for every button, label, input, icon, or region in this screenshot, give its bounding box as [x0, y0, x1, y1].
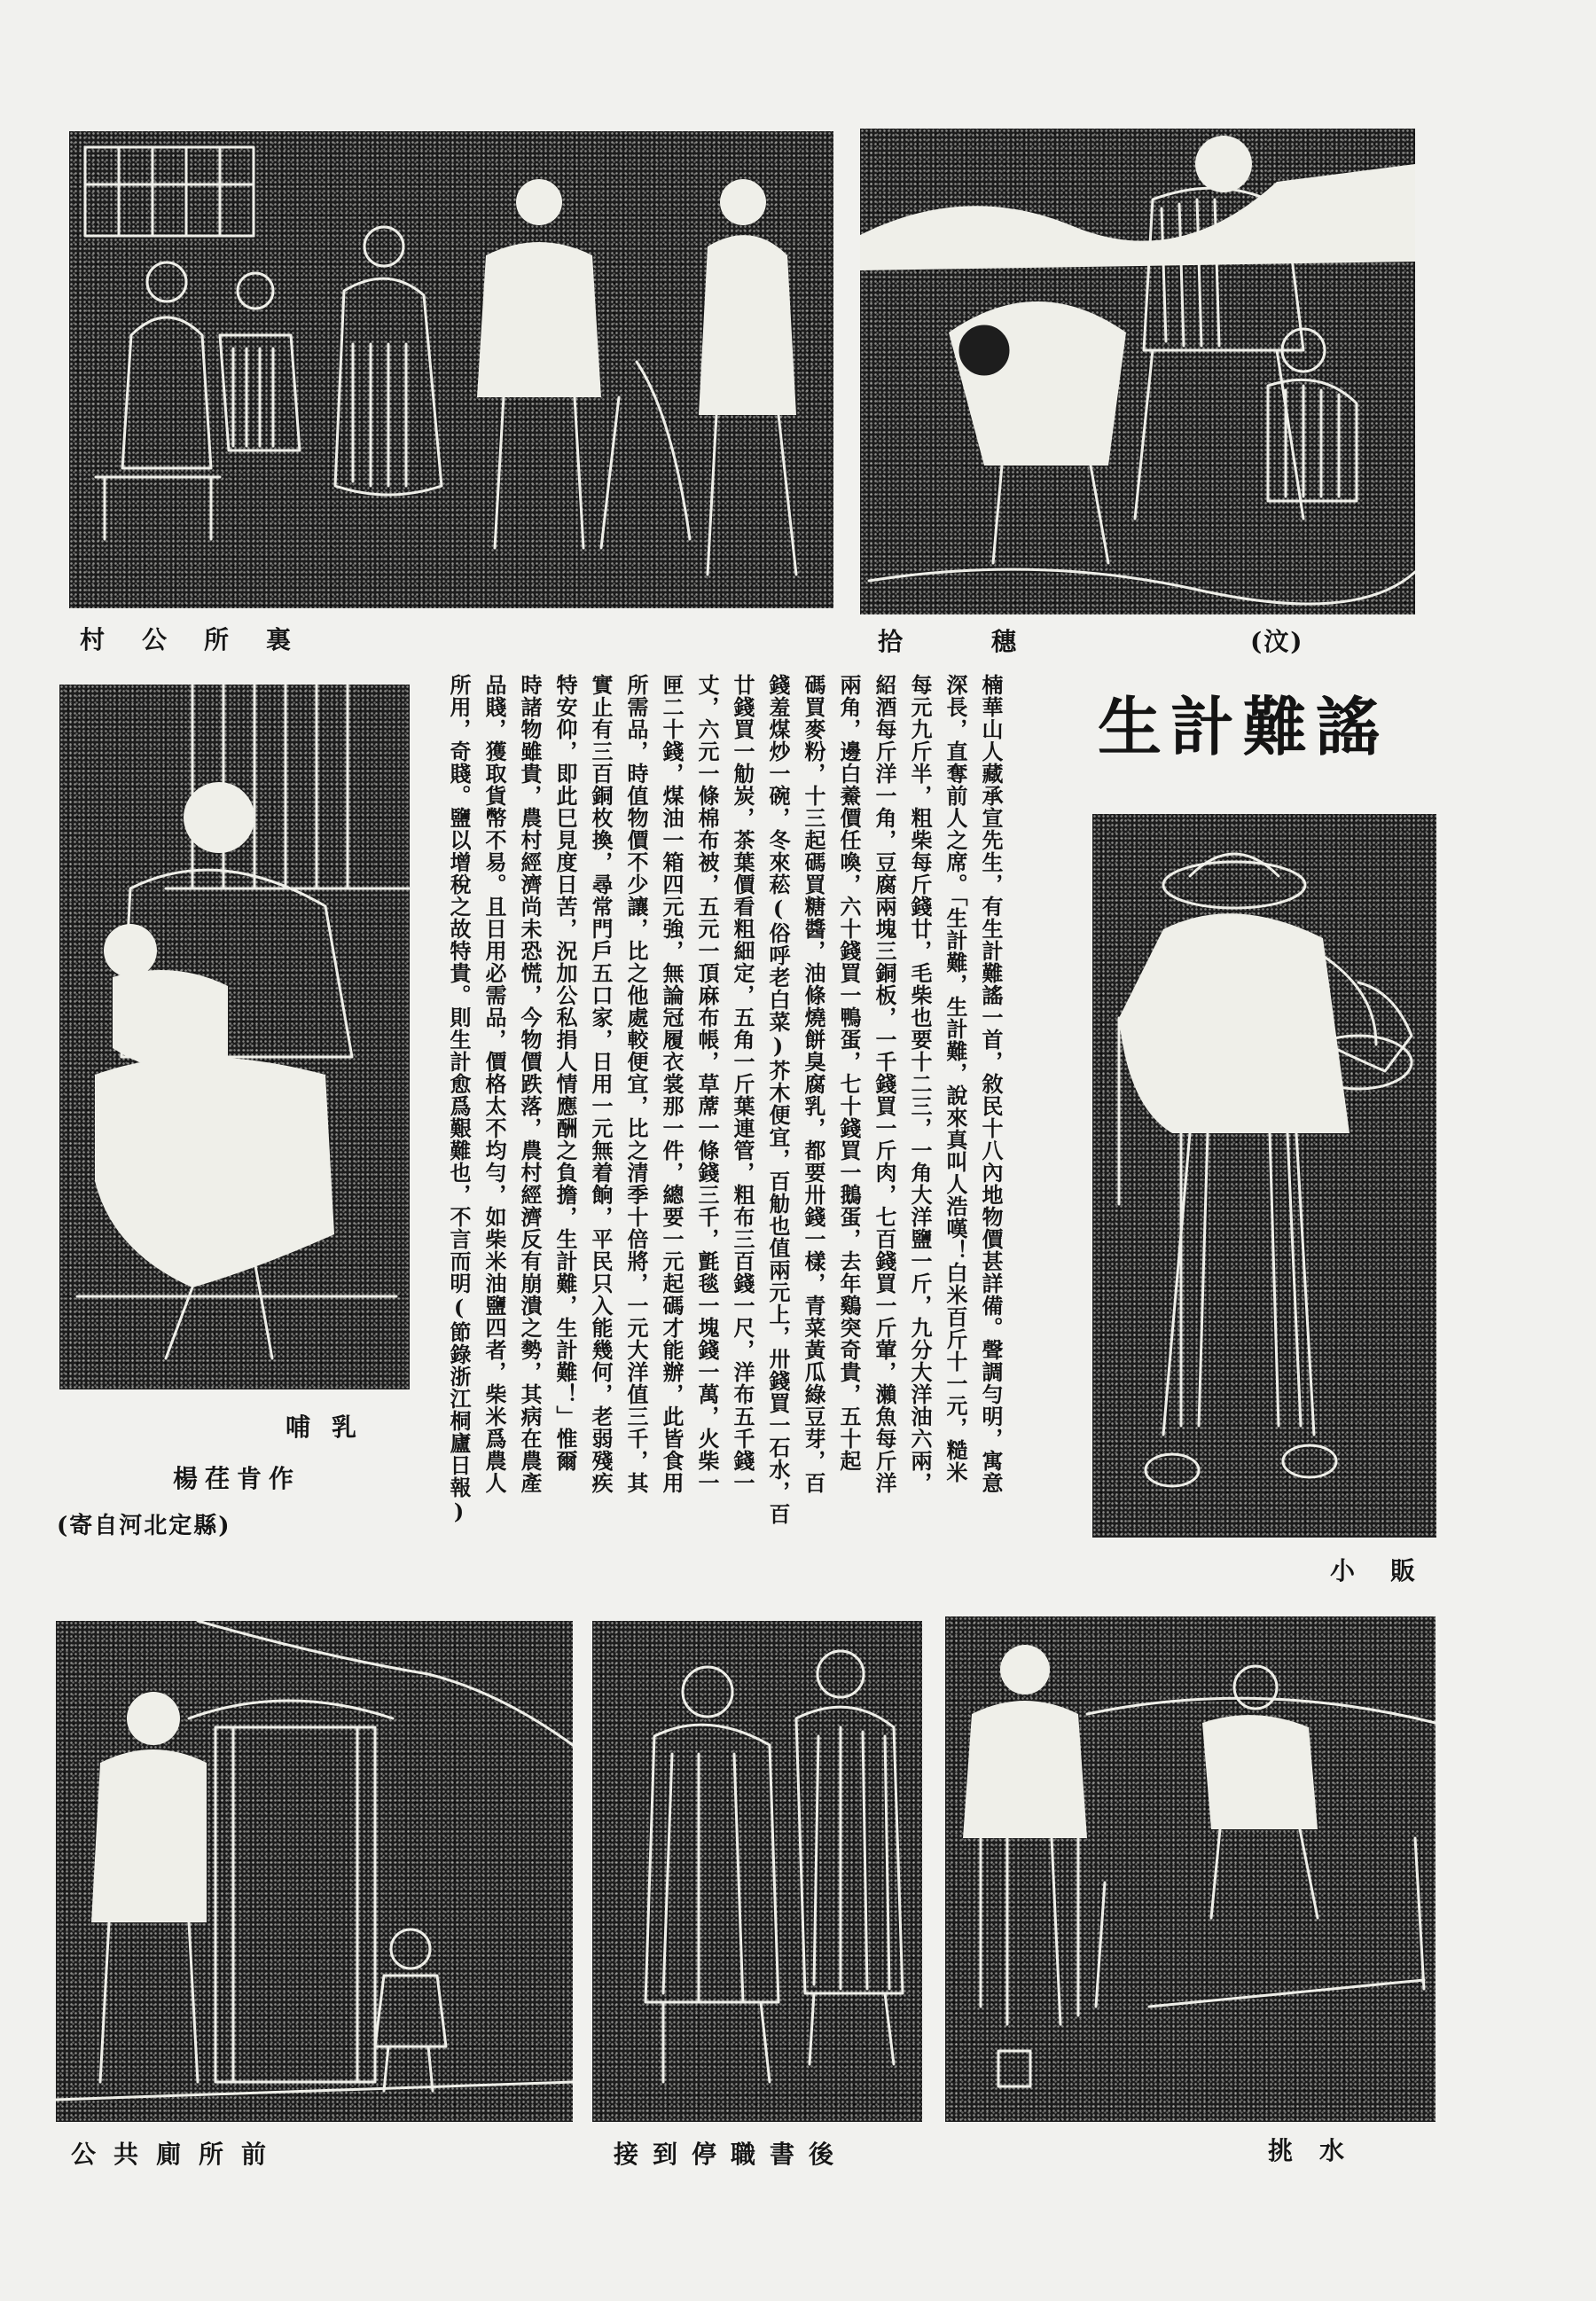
article-column: 品賤，獲取貨幣不易。且日用必需品，價格太不均勻，如柴米油鹽四者，柴米爲農人 [481, 674, 507, 1494]
print-nursing [59, 685, 410, 1389]
article-column: 楠華山人藏承宣先生，有生計難謠一首，敘民十八內地物價甚詳備。聲調勻明，寓意 [978, 674, 1004, 1494]
caption-village-office: 村公所裏 [80, 625, 329, 654]
caption-nursing-author: 楊荏肯作 [173, 1464, 301, 1493]
article-column: 所用，奇賤。鹽以增稅之故特貴。則生計愈爲艱難也，不言而明(節錄浙江桐廬日報) [446, 674, 472, 1525]
dismissal-illustration [592, 1621, 922, 2122]
article-column: 丈，六元一條棉布被，五元一頂麻布帳，草蓆一條錢三千，氈毯一塊錢一萬，火柴一 [694, 674, 720, 1494]
article-column: 紹酒每斤洋一角，豆腐兩塊三銅板，一千錢買一斤肉，七百錢買一斤葷，瀨魚每斤洋 [872, 674, 897, 1494]
article-column: 深長，直奪前人之席。「生計難，生計難，說來真叫人浩嘆！白米百斤十一元，糙米 [943, 674, 968, 1483]
article-column: 碼買麥粉，十三起碼買糖醬，油條燒餅臭腐乳，都要卅錢一樣，青菜黃瓜綠豆芽，百 [801, 674, 826, 1494]
print-latrine [56, 1621, 573, 2122]
caption-peddler: 小販 [1330, 1556, 1451, 1585]
article-column: 錢羞煤炒一碗，冬來菘(俗呼老白菜)芥木便宜，百觔也值兩元上，卅錢買一石水，百 [765, 674, 791, 1525]
article-column: 所需品，時值物價不少讓，比之他處較便宜，比之清季十倍將，一元大洋值三千，其 [623, 674, 649, 1494]
article-column: 時諸物雖貴，農村經濟尚未恐慌，今物價跌落，農村經濟反有崩潰之勢，其病在農產 [517, 674, 543, 1494]
print-village-office [69, 131, 833, 608]
article-column: 特安仰，即此巳見度日苦，況加公私捐人情應酬之負擔，生計難，生計難！」惟爾 [552, 674, 578, 1472]
gleaning-illustration [860, 129, 1415, 614]
article-title: 生計難謠 [1098, 689, 1389, 764]
print-peddler [1092, 814, 1436, 1538]
article-column: 兩角，邊白鯗價任喚，六十錢買一鴨蛋，七十錢買一鵝蛋，去年鷄突奇貴，五十起 [836, 674, 862, 1472]
caption-dismissal: 接到停職書後 [614, 2140, 849, 2169]
nursing-illustration [59, 685, 410, 1389]
article-body [424, 674, 1009, 1587]
latrine-illustration [56, 1621, 573, 2122]
caption-gleaning: 拾穗 [878, 627, 1106, 656]
print-dismissal [592, 1621, 922, 2122]
peddler-illustration [1092, 814, 1436, 1538]
village-office-illustration [69, 131, 833, 608]
article-column: 匣二十錢，煤油一箱四元強，無論冠履衣裳那一件，總要一元起碼才能辦，此皆食用 [659, 674, 685, 1494]
caption-latrine: 公共廁所前 [71, 2140, 285, 2169]
water-illustration [945, 1616, 1436, 2122]
article-column: 實止有三百銅枚換，尋常門戶五口家，日用一元無着餉，平民只入能幾何，老弱殘疾 [588, 674, 614, 1494]
caption-nursing: 哺乳 [286, 1413, 379, 1442]
article-column: 每元九斤半，粗柴每斤錢廿，毛柴也要十二三，一角大洋鹽一斤，九分大洋油六兩， [907, 674, 933, 1494]
print-gleaning [860, 129, 1415, 614]
print-water [945, 1616, 1436, 2122]
caption-gleaning-credit: (汶) [1250, 627, 1304, 656]
article-column: 廿錢買一觔炭，茶葉價看粗細定，五角一斤葉連管，粗布三百錢一尺，洋布五千錢一 [730, 674, 755, 1494]
caption-water: 挑水 [1268, 2136, 1372, 2165]
caption-nursing-source: (寄自河北定縣) [57, 1513, 231, 1539]
